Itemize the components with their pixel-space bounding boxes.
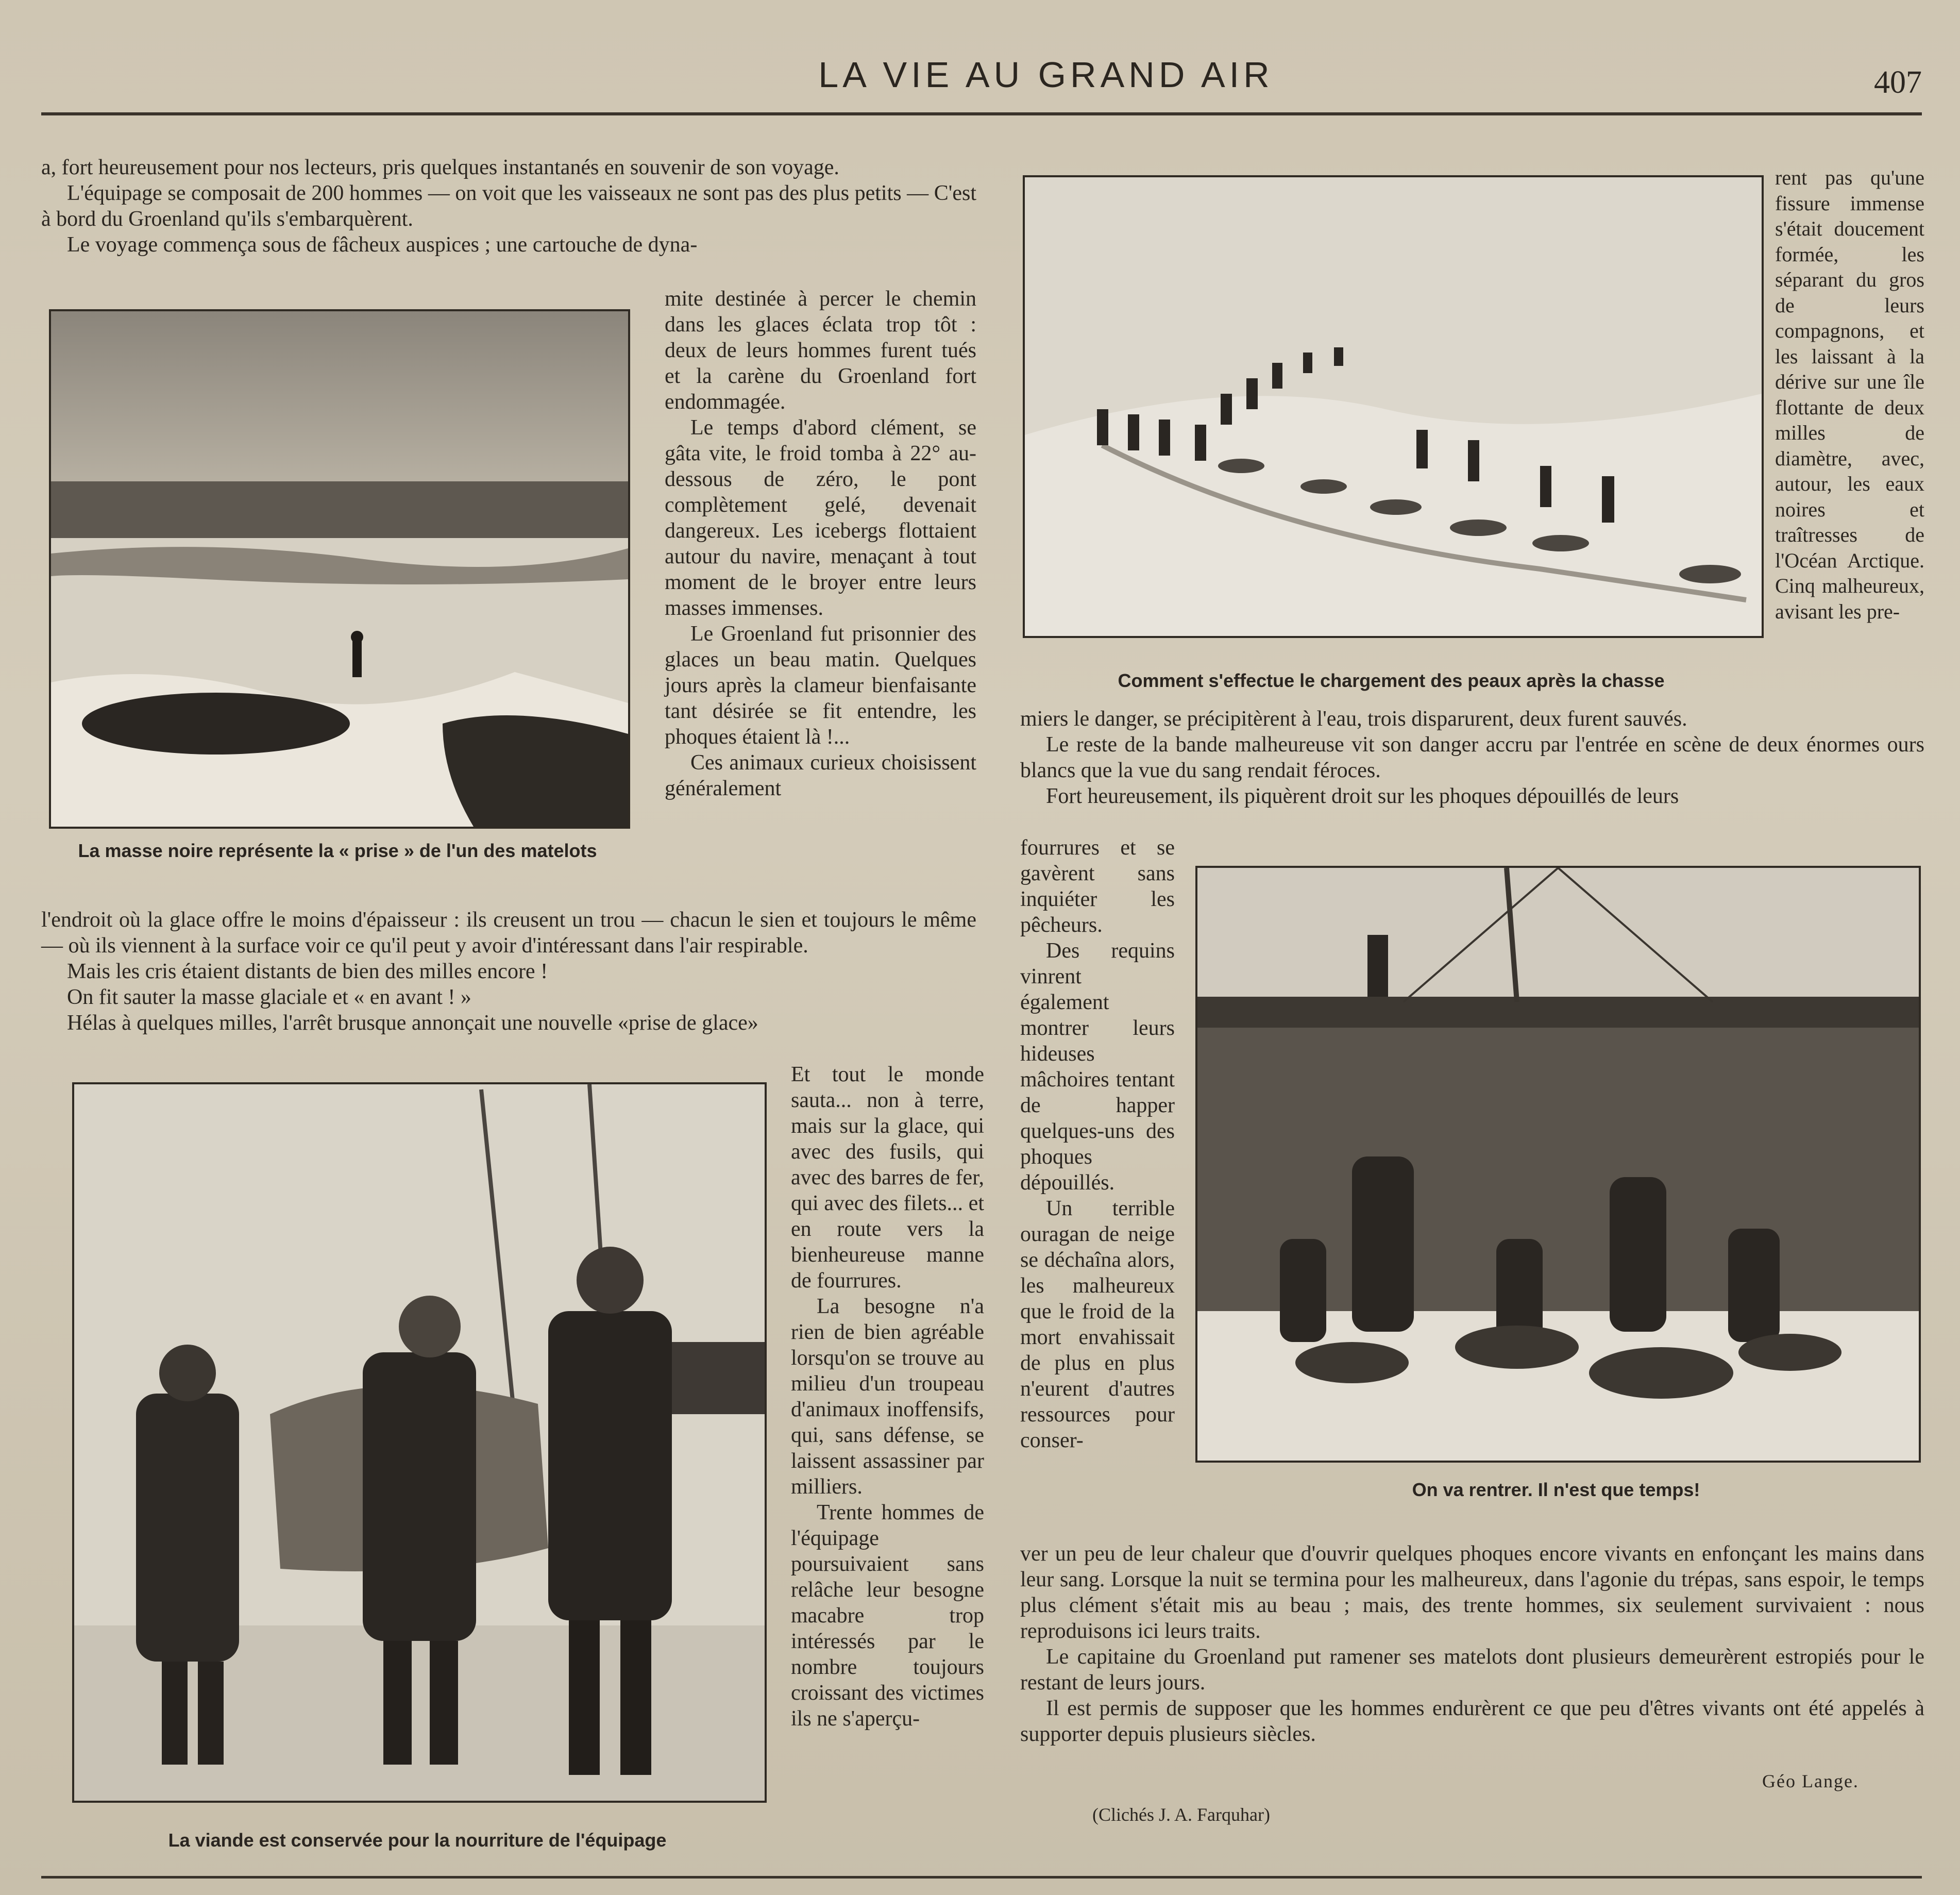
footer-rule — [41, 1876, 1922, 1879]
text-beside-photo1 — [665, 286, 976, 801]
paragraph: miers le danger, se précipitèrent à l'eau, trois disparurent, deux furent sauvés. — [1020, 707, 1687, 731]
text-beside-photo4 — [1020, 835, 1175, 1453]
paragraph: Trente hommes de l'équipage poursuivaient sans relâche leur besogne macabre trop intéressés par le nombre toujours croissant des victimes ils ne s'aperçu- — [791, 1501, 984, 1731]
photo-crew-meat — [72, 1082, 767, 1803]
paragraph: Le temps d'abord clément, se gâta vite, le froid tomba à 22° au-dessous de zéro, le pont complètement gelé, devenait dangereux. Les icebergs flottaient autour du navire, menaçant à tout moment de le broyer entre leurs masses immenses. — [665, 416, 976, 620]
photo-crew-meat-image — [74, 1084, 765, 1801]
caption-photo3: La viande est conservée pour la nourriture de l'équipage — [168, 1830, 667, 1851]
page-number: 407 — [1874, 65, 1922, 100]
header-rule — [41, 112, 1922, 115]
paragraph: Et tout le monde sauta... non à terre, mais sur la glace, qui avec des fusils, qui avec des barres de fer, qui avec des filets... et en route vers la bienheureuse manne de fourrures. — [791, 1063, 984, 1293]
intro-text — [41, 155, 976, 258]
paragraph: Fort heureusement, ils piquèrent droit sur les phoques dépouillés de leurs — [1046, 784, 1679, 808]
photo-ice-hunter-image — [51, 311, 628, 827]
paragraph: L'équipage se composait de 200 hommes — on voit que les vaisseaux ne sont pas des plus petits — C'est à bord du Groenland qu'ils s'embarquèrent. — [41, 181, 976, 231]
paragraph: Le Groenland fut prisonnier des glaces un beau matin. Quelques jours après la clameur bienfaisante tant désirée se fit entendre, les phoques étaient là !... — [665, 622, 976, 749]
paragraph: mite destinée à percer le chemin dans les glaces éclata trop tôt : deux de leurs hommes furent tués et la carène du Groenland fort endommagée. — [665, 287, 976, 414]
paragraph: l'endroit où la glace offre le moins d'épaisseur : ils creusent un trou — chacun le sien et toujours le même — où ils viennent à la surface voir ce qu'il peut y avoir d'intéressant dans l'air respirable. — [41, 908, 976, 958]
paragraph: Le reste de la bande malheureuse vit son danger accru par l'entrée en scène de deux énormes ours blancs que la vue du sang rendait féroces. — [1020, 733, 1924, 782]
caption-photo2: Comment s'effectue le chargement des peaux après la chasse — [1118, 670, 1665, 691]
page-header — [41, 49, 1922, 111]
photo-ship-skinning-image — [1197, 868, 1919, 1461]
paragraph: Il est permis de supposer que les hommes endurèrent ce que peu d'êtres vivants ont été appelés à supporter depuis plusieurs siècles. — [1020, 1697, 1924, 1746]
paragraph: Ces animaux curieux choisissent généralement — [665, 751, 976, 800]
paragraph: Un terrible ouragan de neige se déchaîna alors, les malheureux que le froid de la mort envahissait de plus en plus n'eurent d'autres ressources pour conser- — [1020, 1197, 1175, 1452]
caption-photo4: On va rentrer. Il n'est que temps! — [1412, 1479, 1700, 1500]
paragraph: On fit sauter la masse glaciale et « en avant ! » — [67, 985, 471, 1009]
paragraph: La besogne n'a rien de bien agréable lorsqu'on se trouve au milieu d'un troupeau d'animaux inoffensifs, qui, sans défense, se laissent assassiner par milliers. — [791, 1295, 984, 1499]
photo-credit: (Clichés J. A. Farquhar) — [1092, 1804, 1270, 1825]
caption-photo1: La masse noire représente la « prise » de l'un des matelots — [78, 840, 597, 861]
paragraph: fourrures et se gavèrent sans inquiéter les pêcheurs. — [1020, 836, 1175, 937]
text-mid-left — [41, 907, 976, 1036]
text-beside-photo3 — [791, 1062, 984, 1732]
paragraph: Le voyage commença sous de fâcheux auspices ; une cartouche de dyna- — [67, 233, 698, 257]
paragraph: a, fort heureusement pour nos lecteurs, pris quelques instantanés en souvenir de son voyage. — [41, 156, 839, 179]
paragraph: Mais les cris étaient distants de bien des milles encore ! — [67, 960, 548, 983]
paragraph: rent pas qu'une fissure immense s'était doucement formée, les séparant du gros de leurs compagnons, et les laissant à la dérive sur une île flottante de deux milles de diamètre, avec, autour, les eaux noires et traîtresses de l'Océan Arctique. Cinq malheureux, avisant les pre- — [1775, 166, 1924, 623]
paragraph: Le capitaine du Groenland put ramener ses matelots dont plusieurs demeurèrent estropiés pour le restant de leurs jours. — [1020, 1645, 1924, 1695]
author-signature: Géo Lange. — [1762, 1771, 1859, 1791]
photo-ice-hunter — [49, 309, 630, 829]
text-beside-photo2 — [1775, 165, 1924, 624]
photo-ship-skinning — [1195, 866, 1921, 1463]
paragraph: ver un peu de leur chaleur que d'ouvrir quelques phoques encore vivants en enfonçant les mains dans leur sang. Lorsque la nuit se termina pour les malheureux, dans l'agonie du trépas, sans espoir, le temps plus clément s'était mis au beau ; mais, des trente hommes, six seulement survivaient : nous reproduisons ici leurs traits. — [1020, 1542, 1924, 1643]
paragraph: Hélas à quelques milles, l'arrêt brusque annonçait une nouvelle «prise de glace» — [67, 1011, 758, 1035]
photo-loading-skins — [1023, 175, 1764, 638]
paragraph: Des requins vinrent également montrer leurs hideuses mâchoires tentant de happer quelques-uns des phoques dépouillés. — [1020, 939, 1175, 1195]
text-right-bottom — [1020, 1541, 1924, 1747]
text-right-mid — [1020, 706, 1924, 809]
publication-title: LA VIE AU GRAND AIR — [818, 55, 1274, 95]
photo-loading-skins-image — [1025, 177, 1762, 636]
